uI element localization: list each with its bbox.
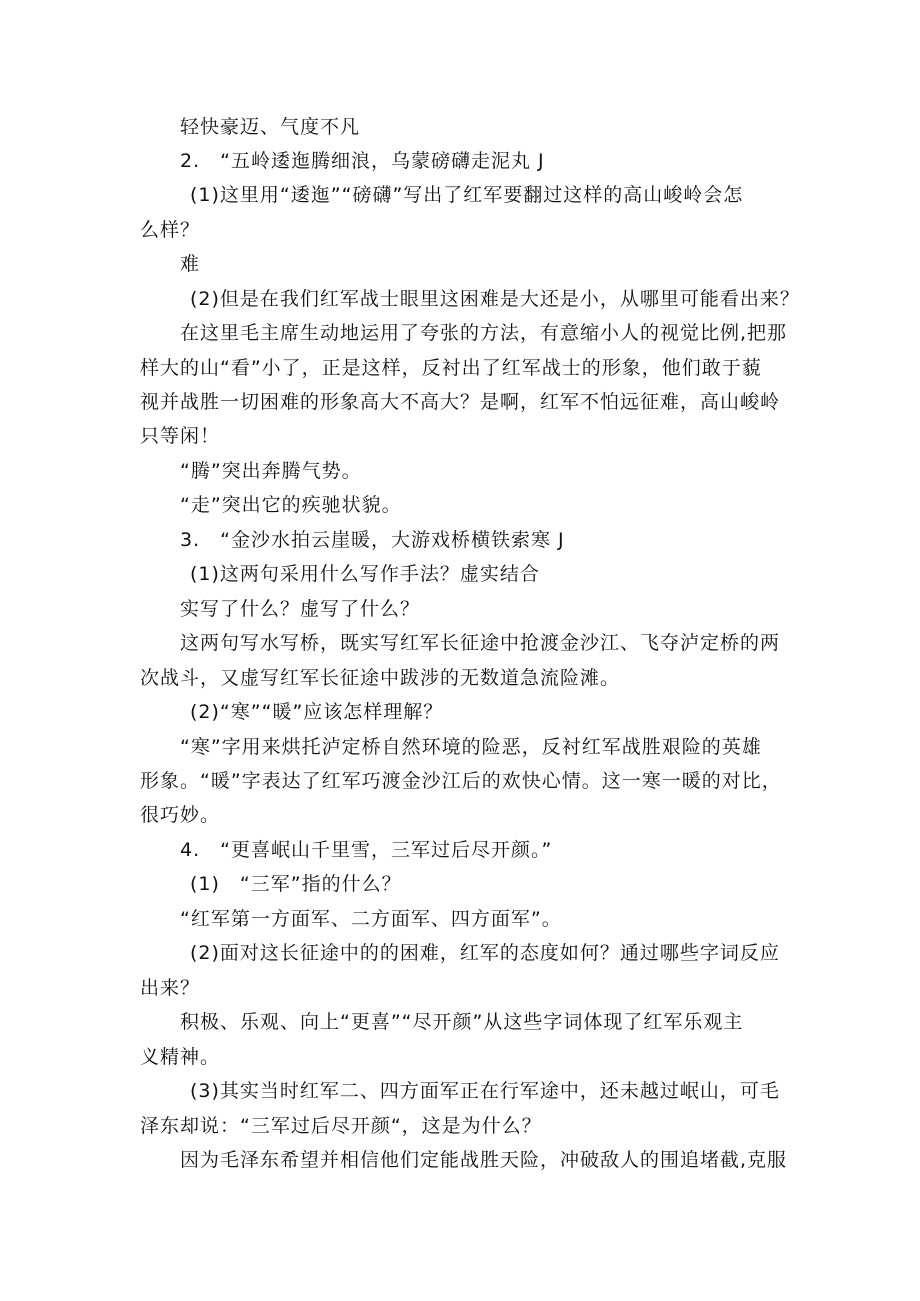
text-line: 只等闲！ bbox=[140, 425, 221, 447]
text-line: 泽东却说：“三军过后尽开颜“，这是为什么？ bbox=[140, 1115, 542, 1137]
question-heading: 4. “更喜岷山千里雪，三军过后尽开颜。” bbox=[180, 839, 553, 861]
answer-line: “红军第一方面军、二方面军、四方面军”。 bbox=[180, 908, 562, 930]
text-line: 样大的山“看”小了，正是这样，反衬出了红军战士的形象，他们敢于藐 bbox=[140, 357, 762, 379]
answer-line: 因为毛泽东希望并相信他们定能战胜天险，冲破敌人的围追堵截,克服 bbox=[180, 1149, 788, 1171]
answer-line: 难 bbox=[180, 253, 201, 275]
answer-line: “走”突出它的疾驰状貌。 bbox=[180, 494, 402, 516]
answer-line: 这两句写水写桥，既实写红军长征途中抢渡金沙江、飞夺泸定桥的两 bbox=[180, 632, 781, 654]
answer-line: “寒”字用来烘托泸定桥自然环境的险恶，反衬红军战胜艰险的英雄 bbox=[180, 736, 762, 758]
text-line: 轻快豪迈、气度不凡 bbox=[180, 116, 361, 138]
text-line: 义精神。 bbox=[140, 1046, 221, 1068]
sub-question: (2)面对这长征途中的的困难，红军的态度如何？通过哪些字词反应 bbox=[190, 942, 780, 964]
text-line: 次战斗，又虚写红军长征途中跋涉的无数道急流险滩。 bbox=[140, 667, 621, 689]
answer-line: “腾”突出奔腾气势。 bbox=[180, 460, 362, 482]
question-heading: 3. “金沙水拍云崖暖，大游戏桥横铁索寒 J bbox=[180, 529, 565, 551]
text-line: 形象。“暖”字表达了红军巧渡金沙江后的欢快心情。这一寒一暖的对比， bbox=[140, 770, 782, 792]
text-line: 视并战胜一切困难的形象高大不高大？是啊，红军不怕远征难，高山峻岭 bbox=[140, 391, 781, 413]
sub-question: (1)这里用“逶迤”“磅礴”写出了红军要翻过这样的高山峻岭会怎 bbox=[190, 184, 744, 206]
answer-line: 积极、乐观、向上“更喜”“尽开颜”从这些字词体现了红军乐观主 bbox=[180, 1011, 744, 1033]
sub-question: (2)但是在我们红军战士眼里这困难是大还是小，从哪里可能看出来？ bbox=[190, 288, 800, 310]
answer-line: 在这里毛主席生动地运用了夸张的方法，有意缩小人的视觉比例,把那 bbox=[180, 322, 788, 344]
sub-question: (1) “三军”指的什么？ bbox=[190, 873, 402, 895]
sub-question: (3)其实当时红军二、四方面军正在行军途中，还未越过岷山，可毛 bbox=[190, 1080, 780, 1102]
sub-question: (2)“寒”“暖”应该怎样理解？ bbox=[190, 701, 444, 723]
question-heading: 2. “五岭逶迤腾细浪，乌蒙磅礴走泥丸 J bbox=[180, 150, 545, 172]
text-line: 很巧妙。 bbox=[140, 804, 221, 826]
text-line: 实写了什么？虚写了什么？ bbox=[180, 598, 421, 620]
text-line: 么样？ bbox=[140, 219, 201, 241]
text-line: 出来？ bbox=[140, 977, 201, 999]
sub-question: (1)这两句采用什么写作手法？虚实结合 bbox=[190, 563, 540, 585]
